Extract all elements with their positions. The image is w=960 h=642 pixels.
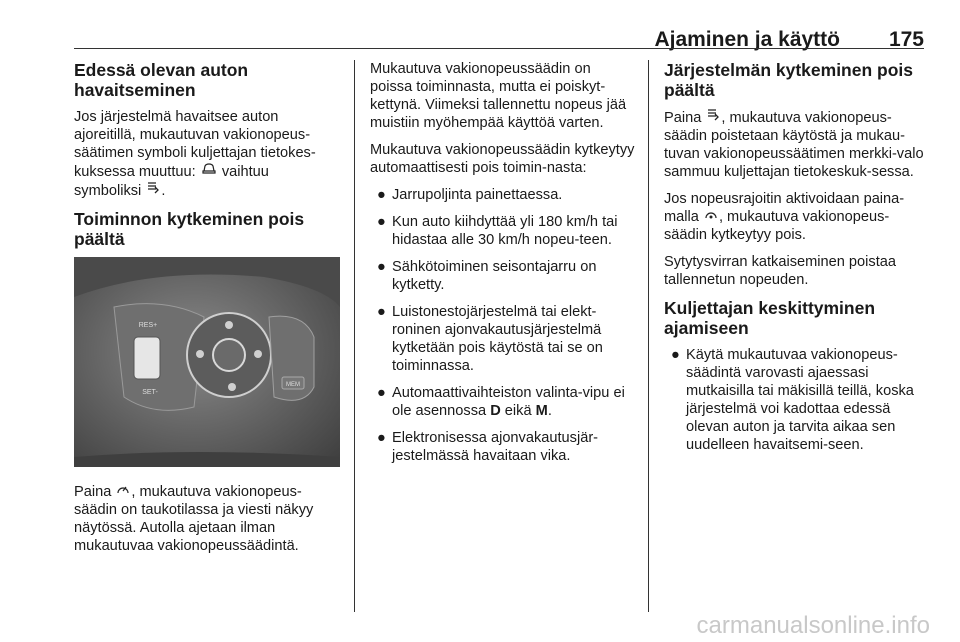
paragraph-vehicle-detection: Jos järjestelmä havaitsee auton ajoreitillä, mukautuvan vakionopeus-säätimen symboli kuljettajan tietokes-kuksessa muuttuu: vaihtuu symboliksi . (74, 109, 316, 199)
column-divider-1 (354, 60, 355, 612)
driver-attention-list (664, 346, 928, 454)
section-heading-vehicle-detection: Edessä olevan auton havaitseminen (74, 60, 249, 100)
paragraph-pause: Paina , mukautuva vakionopeus-säädin on taukotilassa ja viesti näkyy näytössä. Autolla ajetaan ilman mukautuvaa vakionopeussäädintä. (74, 484, 314, 554)
column-2 (370, 60, 636, 474)
set-button-label: SET- (142, 389, 158, 396)
section-heading-turn-off: Järjestelmän kytkeminen pois päältä (664, 60, 913, 100)
list-item: ● Sähkötoiminen seisontajarru on kytketty. (377, 259, 597, 293)
paragraph-turn-off: Paina , mukautuva vakionopeus-säädin poistetaan käytöstä ja mukau-tuvan vakionopeussäätimen merkki-valo sammuu kuljettajan tietokeskuk-sessa. (664, 110, 924, 180)
header-title: Ajaminen ja käyttö (654, 28, 840, 51)
paragraph-speed-limiter: Jos nopeusrajoitin aktivoidaan paina-malla , mukautuva vakionopeus-säädin kytkeytyy pois. (664, 191, 905, 243)
list-item: ● Kun auto kiihdyttää yli 180 km/h tai hidastaa alle 30 km/h nopeu-teen. (377, 214, 618, 248)
acc-vehicle-detected-icon (145, 181, 161, 200)
column-3 (664, 60, 928, 463)
list-item: ● Elektronisessa ajonvakautusjär-jestelmässä havaitaan vika. (377, 430, 599, 464)
paragraph-ignition: Sytytysvirran katkaiseminen poistaa tallennetun nopeuden. (664, 254, 896, 288)
res-button-label: RES+ (138, 322, 158, 329)
watermark: carmanualsonline.info (696, 612, 930, 639)
list-item: ● Automaattivaihteiston valinta-vipu ei ole asennossa D eikä M. (377, 385, 625, 419)
column-1 (74, 60, 340, 564)
list-item: ● Jarrupoljinta painettaessa. (377, 187, 563, 203)
column-divider-2 (648, 60, 649, 612)
header-rule (74, 48, 924, 49)
page-number: 175 (888, 28, 924, 51)
speed-limiter-icon (703, 208, 719, 226)
acc-vehicle-detected-icon (705, 108, 721, 127)
acc-vehicle-outline-icon (200, 162, 218, 181)
section-heading-pause: Toiminnon kytkeminen pois päältä (74, 209, 305, 249)
cruise-pause-icon (115, 483, 131, 501)
deactivation-conditions-list (370, 186, 636, 465)
mem-button-label: MEM (286, 382, 300, 388)
page-header (74, 20, 924, 50)
paragraph-inactive: Mukautuva vakionopeussäädin on poissa toiminnasta, mutta ei poiskyt-kettynä. Viimeksi tallennettu nopeus jää muistiin myöhempää käyttöä varten. (370, 61, 627, 131)
steering-wheel-controls-image (74, 257, 340, 467)
section-heading-driver-attention: Kuljettajan keskittyminen ajamiseen (664, 298, 876, 338)
paragraph-auto-deactivate: Mukautuva vakionopeussäädin kytkeytyy automaattisesti pois toimin-nasta: (370, 142, 635, 176)
list-item: ● Luistonestojärjestelmä tai elekt-roninen ajonvakautusjärjestelmä kytketään pois käytöstä tai se on toiminnassa. (377, 304, 603, 374)
list-item: ● Käytä mukautuvaa vakionopeus-säädintä varovasti ajaessasi mutkaisilla tai mäkisillä teillä, koska järjestelmä voi kadottaa edessä olevan auton ja tarvita aikaa sen uudelleen havaitsemi-seen. (671, 347, 914, 453)
